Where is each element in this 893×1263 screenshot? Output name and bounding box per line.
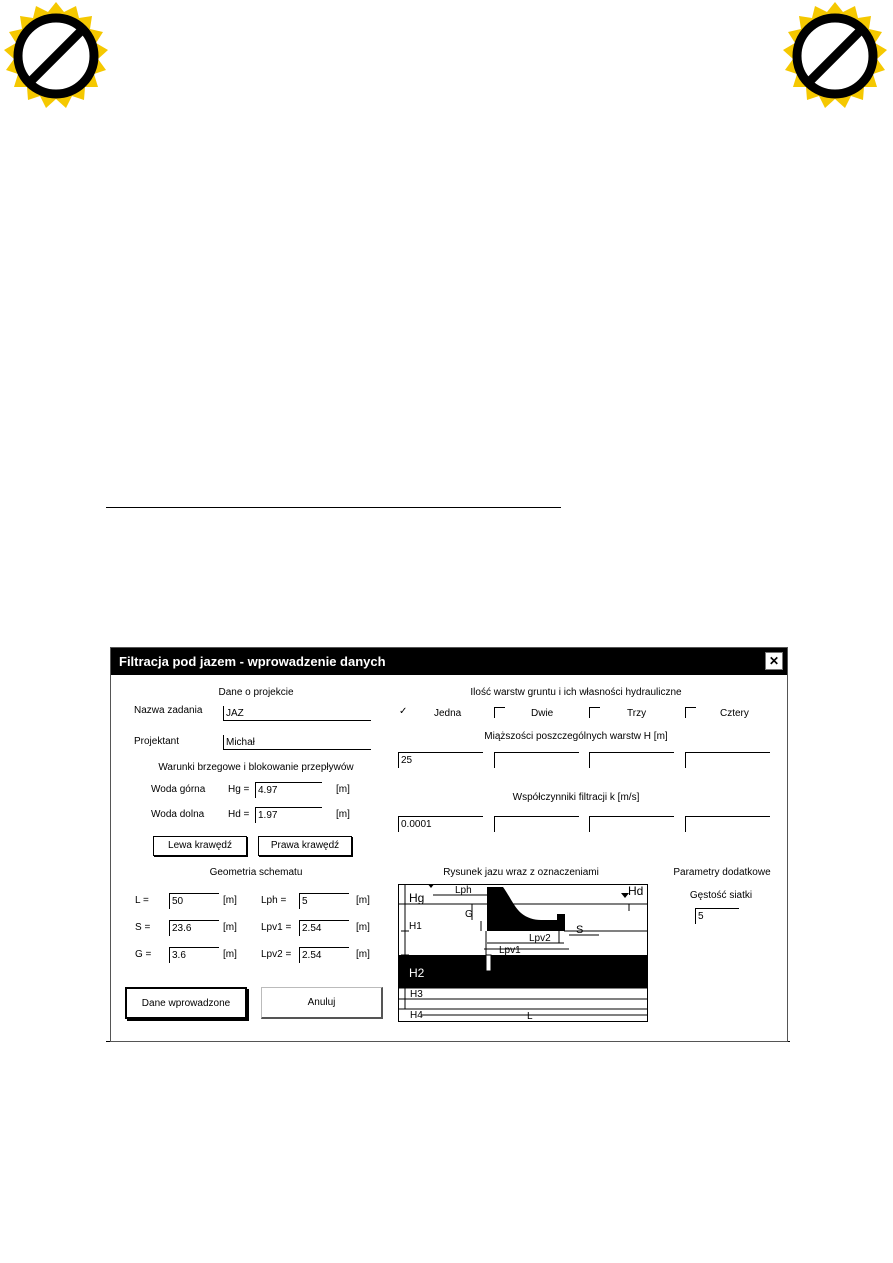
diagram-h4-label: H4 [410, 1010, 423, 1021]
left-edge-button[interactable]: Lewa krawędź [153, 836, 247, 856]
designer-label: Projektant [134, 736, 180, 747]
unit-label: [m] [356, 895, 370, 906]
g-input[interactable]: 3.6 [169, 947, 219, 963]
close-button[interactable] [765, 652, 783, 670]
close-icon: ✕ [768, 654, 780, 668]
diagram-g-label: G [465, 909, 473, 920]
diagram-lpv2-label: Lpv2 [529, 933, 551, 944]
lph-label: Lph = [261, 895, 287, 906]
l-input[interactable]: 50 [169, 893, 219, 909]
hd-label: Hd = [228, 809, 250, 820]
lpv1-label: Lpv1 = [261, 922, 292, 933]
diagram-s-label: S [576, 924, 584, 936]
lower-water-label: Woda dolna [151, 809, 205, 820]
unit-label: [m] [336, 784, 350, 795]
grid-density-input[interactable]: 5 [695, 908, 739, 924]
unit-label: [m] [223, 922, 237, 933]
weir-body [487, 887, 564, 931]
thickness-input-4[interactable] [685, 752, 770, 768]
task-name-label: Nazwa zadania [134, 705, 203, 716]
dialog-title: Filtracja pod jazem - wprowadzenie danych [111, 648, 787, 675]
layer-four-label: Cztery [720, 708, 749, 719]
layers-section-label: Ilość warstw gruntu i ich własności hydrauliczne [470, 687, 682, 698]
s-input[interactable]: 23.6 [169, 920, 219, 936]
cancel-button[interactable]: Anuluj [261, 987, 383, 1019]
lpv2-input[interactable]: 2.54 [299, 947, 349, 963]
unit-label: [m] [223, 949, 237, 960]
lpv1-input[interactable]: 2.54 [299, 920, 349, 936]
grid-density-label: Gęstość siatki [689, 890, 753, 901]
thickness-input-3[interactable] [589, 752, 674, 768]
confirm-data-button[interactable]: Dane wprowadzone [125, 987, 247, 1019]
right-edge-button[interactable]: Prawa krawędź [258, 836, 352, 856]
layer-four-checkbox[interactable] [685, 707, 696, 718]
designer-input[interactable]: Michał [223, 735, 371, 750]
thickness-input-1[interactable]: 25 [398, 752, 483, 768]
separator-line [106, 507, 561, 508]
thickness-section-label: Miąższości poszczególnych warstw H [m] [484, 731, 668, 742]
hg-label: Hg = [228, 784, 250, 795]
thickness-input-2[interactable] [494, 752, 579, 768]
unit-label: [m] [223, 895, 237, 906]
filtration-input-4[interactable] [685, 816, 770, 832]
soil-layer-h2 [399, 955, 647, 988]
weir-diagram [398, 884, 648, 1022]
diagram-h2-label: H2 [409, 966, 425, 980]
extra-params-label: Parametry dodatkowe [673, 867, 771, 878]
g-label: G = [135, 949, 152, 960]
unit-label: [m] [356, 922, 370, 933]
dialog-window [110, 647, 788, 1042]
diagram-lpv1-label: Lpv1 [499, 945, 521, 956]
layer-two-label: Dwie [531, 708, 554, 719]
filtration-section-label: Współczynniki filtracji k [m/s] [512, 792, 640, 803]
prohibited-badge-icon [2, 2, 110, 110]
layer-one-checkbox[interactable]: ✓ [399, 706, 408, 717]
hd-input[interactable]: 1.97 [255, 807, 322, 823]
layer-three-checkbox[interactable] [589, 707, 600, 718]
boundary-section-label: Warunki brzegowe i blokowanie przepływów [158, 762, 354, 773]
l-label: L = [135, 895, 149, 906]
project-section-label: Dane o projekcie [218, 687, 294, 698]
weir-diagram-graphic [399, 885, 647, 1021]
diagram-h1-label: H1 [409, 921, 422, 932]
prohibited-badge-icon [781, 2, 889, 110]
upper-water-label: Woda górna [151, 784, 206, 795]
drawing-section-label: Rysunek jazu wraz z oznaczeniami [443, 867, 599, 878]
diagram-l-label: L [527, 1011, 533, 1021]
layer-three-label: Trzy [627, 708, 647, 719]
s-label: S = [135, 922, 151, 933]
task-name-input[interactable]: JAZ [223, 706, 371, 721]
filtration-input-3[interactable] [589, 816, 674, 832]
layer-two-checkbox[interactable] [494, 707, 505, 718]
diagram-h3-label: H3 [410, 989, 423, 1000]
diagram-lph-label: Lph [455, 885, 472, 896]
layer-one-label: Jedna [434, 708, 462, 719]
lph-input[interactable]: 5 [299, 893, 349, 909]
hg-input[interactable]: 4.97 [255, 782, 322, 798]
filtration-input-2[interactable] [494, 816, 579, 832]
lpv2-label: Lpv2 = [261, 949, 292, 960]
filtration-input-1[interactable]: 0.0001 [398, 816, 483, 832]
unit-label: [m] [336, 809, 350, 820]
diagram-hg-label: Hg [409, 891, 425, 905]
diagram-hd-label: Hd [628, 885, 644, 898]
geometry-section-label: Geometria schematu [209, 867, 303, 878]
unit-label: [m] [356, 949, 370, 960]
